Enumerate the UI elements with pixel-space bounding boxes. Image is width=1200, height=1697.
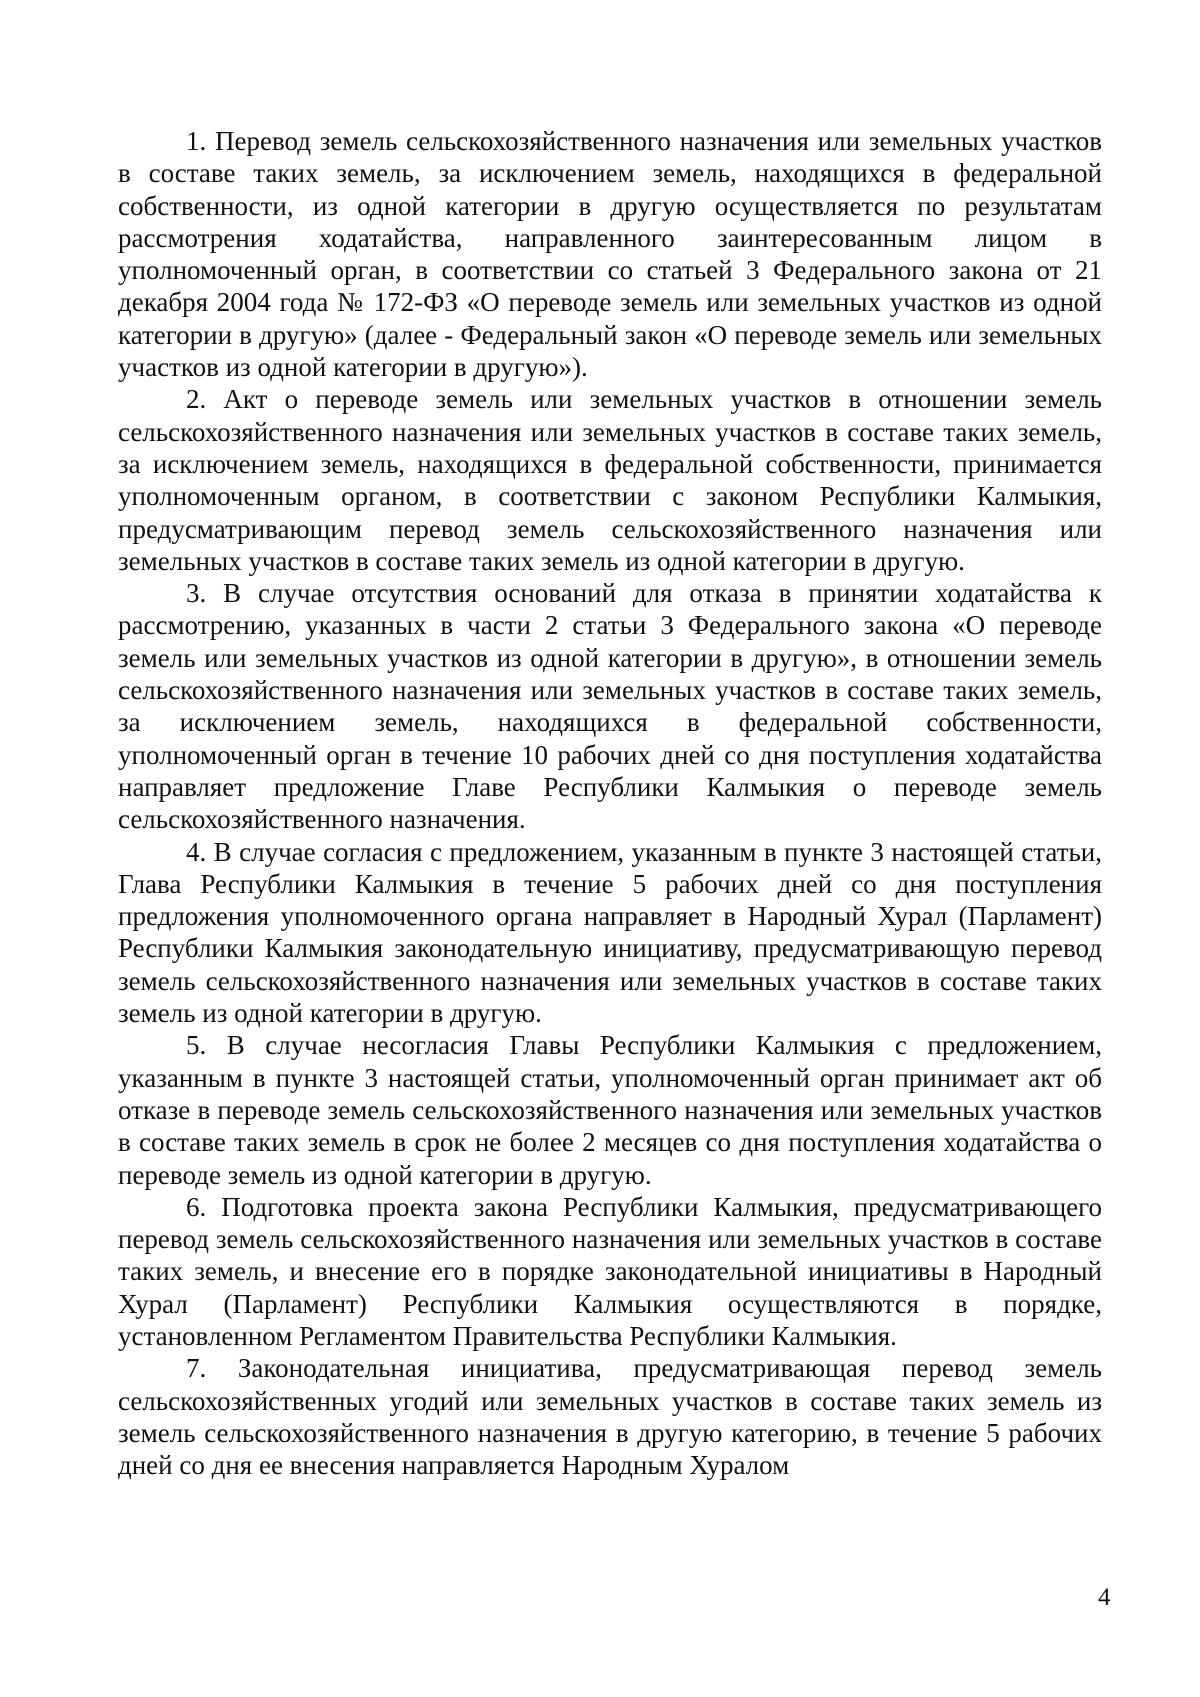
paragraph-7: 7. Законодательная инициатива, предусматривающая перевод земель сельскохозяйственных угодий или земельных участков в составе таких земель из земель сельскохозяйственного назначения в другую категорию, в течение 5 рабочих дней со дня ее внесения направляется Народным Хуралом xyxy=(118,1353,1102,1481)
paragraph-4: 4. В случае согласия с предложением, указанным в пункте 3 настоящей статьи, Глава Республики Калмыкия в течение 5 рабочих дней со дня поступления предложения уполномоченного органа направляет в Народный Хурал (Парламент) Республики Калмыкия законодательную инициативу, предусматривающую перевод земель сельскохозяйственного назначения или земельных участков в составе таких земель из одной категории в другую. xyxy=(118,836,1102,1029)
paragraph-1: 1. Перевод земель сельскохозяйственного назначения или земельных участков в составе таких земель, за исключением земель, находящихся в федеральной собственности, из одной категории в другую осуществляется по результатам рассмотрения ходатайства, направленного заинтересованным лицом в уполномоченный орган, в соответствии со статьей 3 Федерального закона от 21 декабря 2004 года № 172-ФЗ «О переводе земель или земельных участков из одной категории в другую» (далее - Федеральный закон «О переводе земель или земельных участков из одной категории в другую»). xyxy=(118,126,1102,383)
paragraph-2: 2. Акт о переводе земель или земельных участков в отношении земель сельскохозяйственного назначения или земельных участков в составе таких земель, за исключением земель, находящихся в федеральной собственности, принимается уполномоченным органом, в соответствии с законом Республики Калмыкия, предусматривающим перевод земель сельскохозяйственного назначения или земельных участков в составе таких земель из одной категории в другую. xyxy=(118,384,1102,576)
paragraph-3: 3. В случае отсутствия оснований для отказа в принятии ходатайства к рассмотрению, указанных в части 2 статьи 3 Федерального закона «О переводе земель или земельных участков из одной категории в другую», в отношении земель сельскохозяйственного назначения или земельных участков в составе таких земель, за исключением земель, находящихся в федеральной собственности, уполномоченный орган в течение 10 рабочих дней со дня поступления ходатайства направляет предложение Главе Республики Калмыкия о переводе земель сельскохозяйственного назначения. xyxy=(118,578,1102,835)
page-number: 4 xyxy=(1098,1584,1111,1611)
paragraph-5: 5. В случае несогласия Главы Республики Калмыкия с предложением, указанным в пункте 3 настоящей статьи, уполномоченный орган принимает акт об отказе в переводе земель сельскохозяйственного назначения или земельных участков в составе таких земель в срок не более 2 месяцев со дня поступления ходатайства о переводе земель из одной категории в другую. xyxy=(118,1030,1102,1190)
paragraph-6: 6. Подготовка проекта закона Республики Калмыкия, предусматривающего перевод земель сельскохозяйственного назначения или земельных участков в составе таких земель, и внесение его в порядке законодательной инициативы в Народный Хурал (Парламент) Республики Калмыкия осуществляются в порядке, установленном Регламентом Правительства Республики Калмыкия. xyxy=(118,1191,1102,1351)
document-body xyxy=(118,125,1102,1481)
